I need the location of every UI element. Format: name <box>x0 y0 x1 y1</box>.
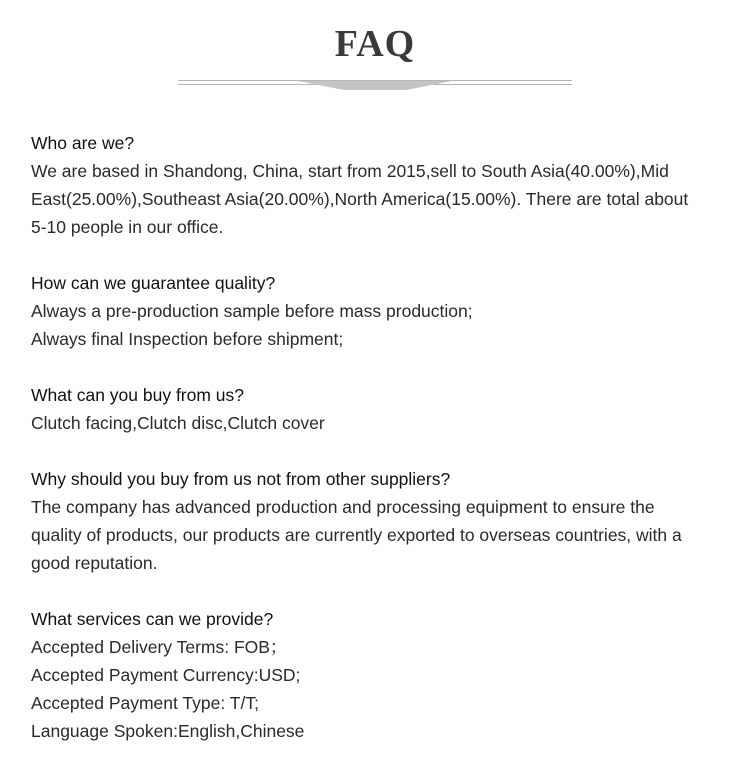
faq-question: What can you buy from us? <box>31 385 245 405</box>
faq-item-services <box>31 605 743 745</box>
faq-answer <box>31 409 743 437</box>
answer-line: good reputation. <box>31 553 158 573</box>
faq-list <box>31 129 743 773</box>
page-title: FAQ <box>334 23 416 65</box>
faq-question: Why should you buy from us not from other suppliers? <box>31 469 451 489</box>
faq-item-products <box>31 381 743 437</box>
faq-question: Who are we? <box>31 133 135 153</box>
answer-line: Language Spoken:English,Chinese <box>31 721 305 741</box>
answer-line: 5-10 people in our office. <box>31 217 224 237</box>
answer-line: Accepted Payment Type: T/T; <box>31 693 259 713</box>
answer-line: We are based in Shandong, China, start from 2015,sell to South Asia(40.00%),Mid <box>31 161 669 181</box>
faq-question: What services can we provide? <box>31 609 274 629</box>
faq-item-who-are-we <box>31 129 743 241</box>
answer-line: Always final Inspection before shipment; <box>31 329 344 349</box>
answer-line: Always a pre-production sample before mass production; <box>31 301 473 321</box>
answer-line: Accepted Payment Currency:USD; <box>31 665 301 685</box>
answer-line: quality of products, our products are currently exported to overseas countries, with a <box>31 525 682 545</box>
faq-item-why-us <box>31 465 743 577</box>
title-divider <box>178 78 572 92</box>
faq-item-quality <box>31 269 743 353</box>
faq-answer <box>31 297 743 353</box>
faq-answer <box>31 633 743 745</box>
faq-answer <box>31 157 743 241</box>
faq-header <box>0 0 750 100</box>
faq-question: How can we guarantee quality? <box>31 273 276 293</box>
answer-line: Accepted Delivery Terms: FOB； <box>31 637 288 657</box>
answer-line: The company has advanced production and processing equipment to ensure the <box>31 497 655 517</box>
faq-answer <box>31 493 743 577</box>
answer-line: East(25.00%),Southeast Asia(20.00%),North America(15.00%). There are total about <box>31 189 689 209</box>
answer-line: Clutch facing,Clutch disc,Clutch cover <box>31 413 325 433</box>
